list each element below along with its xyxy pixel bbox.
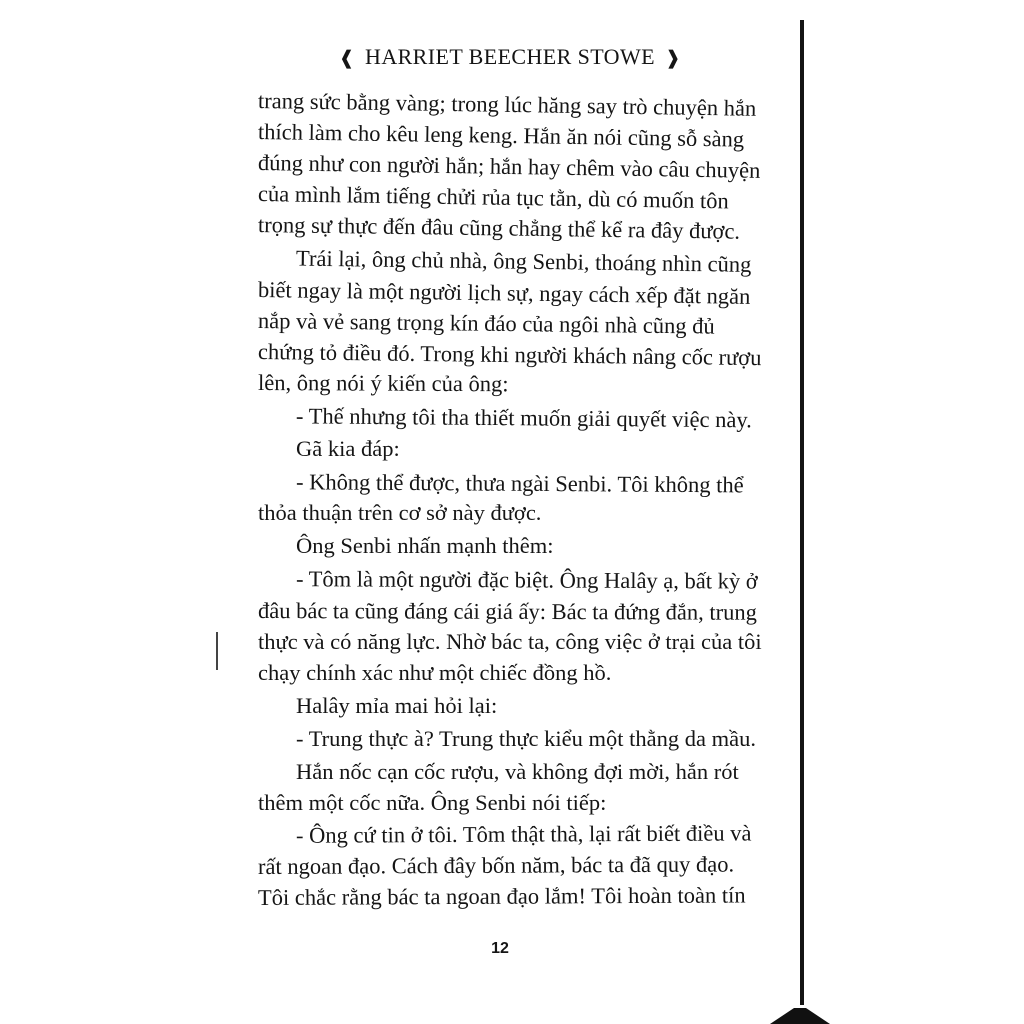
body-text [258,85,770,913]
book-spine-foot [770,1008,830,1024]
text-line: biết ngay là một người lịch sự, ngay cách xếp đặt ngăn [257,276,751,309]
text-line: Gã kia đáp: [296,436,400,462]
running-header [330,44,690,70]
scan-artifact-mark [216,632,218,670]
book-spine-edge [800,20,804,1005]
text-line: đúng như con người hắn; hắn hay chêm vào câu chuyện [257,150,761,184]
text-line: - Trung thực à? Trung thực kiểu một thằng da mầu. [296,725,756,751]
text-line: - Thế nhưng tôi tha thiết muốn giải quyết việc này. [295,403,752,433]
text-line: của mình lắm tiếng chửi rủa tục tằn, dù có muốn tôn [257,181,729,214]
text-line: Trái lại, ông chủ nhà, ông Senbi, thoáng nhìn cũng [295,246,752,278]
text-line: trọng sự thực đến đâu cũng chẳng thể kể ra đây được. [257,212,741,245]
text-line: thích làm cho kêu leng keng. Hắn ăn nói cũng sỗ sàng [257,119,745,152]
left-arrow-icon: ❰ [338,48,356,69]
text-line: chạy chính xác như một chiếc đồng hồ. [258,659,612,685]
text-line: Hắn nốc cạn cốc rượu, và không đợi mời, hắn rót [296,758,739,784]
text-line: Tôi chắc rằng bác ta ngoan đạo lắm! Tôi hoàn toàn tín [257,882,746,911]
page-number: 12 [491,940,509,957]
right-arrow-icon: ❱ [664,48,682,69]
text-line: nắp và vẻ sang trọng kín đáo của ngôi nhà cũng đủ [257,307,715,339]
text-line: rất ngoan đạo. Cách đây bốn năm, bác ta đã quy đạo. [257,851,735,880]
text-line: lên, ông nói ý kiến của ông: [257,369,509,397]
text-line: - Ông cứ tin ở tôi. Tôm thật thà, lại rất biết điều và [295,820,752,848]
text-line: thêm một cốc nữa. Ông Senbi nói tiếp: [258,790,607,816]
text-line: Ông Senbi nhấn mạnh thêm: [296,533,554,559]
text-line: - Không thể được, thưa ngài Senbi. Tôi không thể [295,469,744,498]
author-name: HARRIET BEECHER STOWE [365,44,655,69]
text-line: - Tôm là một người đặc biệt. Ông Halây ạ, bất kỳ ở [295,566,758,595]
text-line: đâu bác ta cũng đáng cái giá ấy: Bác ta đứng đắn, trung [257,597,757,625]
text-line: thực và có năng lực. Nhờ bác ta, công việc ở trại của tôi [258,628,762,654]
text-line: chứng tỏ điều đó. Trong khi người khách nâng cốc rượu [257,338,762,370]
text-line: thỏa thuận trên cơ sở này được. [258,500,542,526]
text-line: trang sức bằng vàng; trong lúc hăng say trò chuyện hắn [257,88,757,121]
text-line: Halây mỉa mai hỏi lại: [296,692,498,718]
